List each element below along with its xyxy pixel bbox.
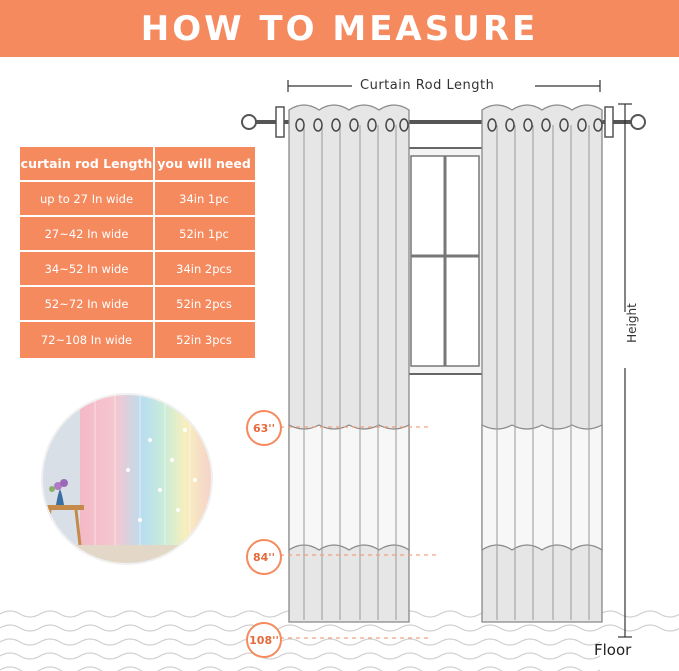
row-need: 52in 1pc [179,226,229,241]
length-badge-108: 108'' [246,622,282,658]
table-row [20,322,255,358]
height-dimension [618,104,632,637]
table-divider [20,215,255,217]
row-width: 72~108 In wide [40,333,133,347]
rainbow-curtain-photo [40,393,220,565]
row-width: 27~42 In wide [44,226,129,241]
table-divider [20,285,255,287]
header-you-need: you will need [157,156,251,171]
row-width: up to 27 In wide [39,191,134,206]
floor-label: Floor [594,641,632,659]
table-row [20,217,255,250]
row-need: 34in 1pc [179,191,229,206]
table-divider [20,320,255,322]
table-row [20,182,255,215]
table-header [20,147,255,180]
window-icon [405,148,485,374]
page-title: HOW TO MEASURE [140,8,539,49]
length-badge-84: 84'' [246,539,282,575]
row-width: 34~52 In wide [44,261,129,276]
size-table [20,147,255,358]
right-curtain-panel [482,105,602,622]
table-row [20,252,255,285]
header-rod-length: curtain rod Length [20,156,153,171]
height-label: Height [625,303,639,343]
rod-length-label: Curtain Rod Length [360,78,495,93]
table-column-divider [153,147,155,358]
left-curtain-panel [289,105,409,622]
length-badge-63: 63'' [246,410,282,446]
table-row [20,287,255,320]
row-need: 52in 3pcs [176,333,232,347]
table-divider [20,250,255,252]
row-need: 34in 2pcs [176,261,232,276]
table-divider [20,180,255,182]
row-width: 52~72 In wide [44,296,129,311]
row-need: 52in 2pcs [176,296,232,311]
